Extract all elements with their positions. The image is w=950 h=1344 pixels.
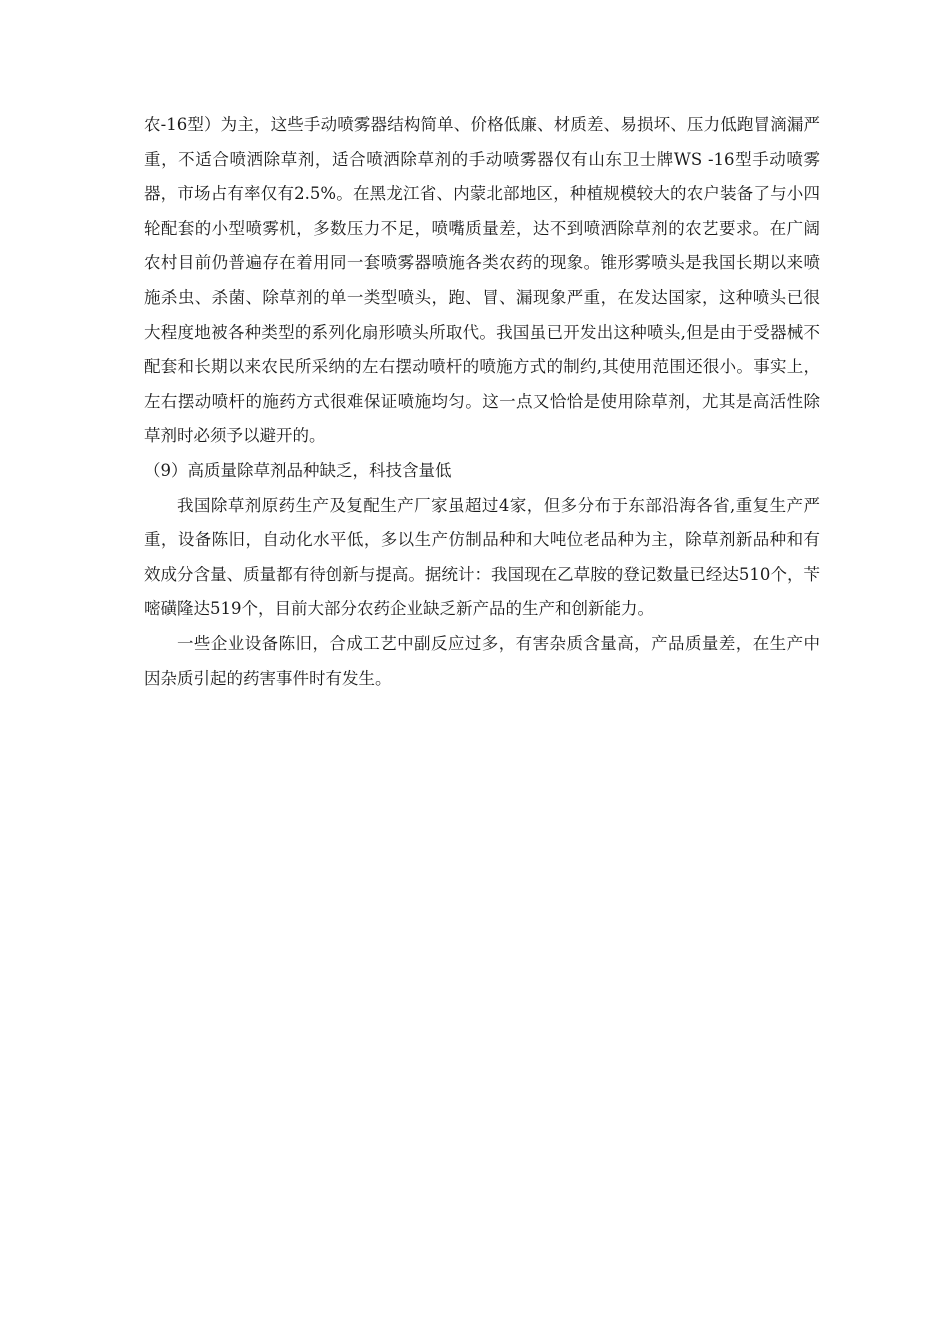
- paragraph-sprayer-issues: 农-16型）为主，这些手动喷雾器结构简单、价格低廉、材质差、易损坏、压力低跑冒滴漏严重，不适合喷洒除草剂，适合喷洒除草剂的手动喷雾器仅有山东卫士牌WS -16型手动喷雾器，市场占有率仅有2.5%。在黑龙江省、内蒙北部地区，种植规模较大的农户装备了与小四轮配套的小型喷雾机，多数压力不足，喷嘴质量差，达不到喷洒除草剂的农艺要求。在广阔农村目前仍普遍存在着用同一套喷雾器喷施各类农药的现象。锥形雾喷头是我国长期以来喷施杀虫、杀菌、除草剂的单一类型喷头，跑、冒、漏现象严重，在发达国家，这种喷头已很大程度地被各种类型的系列化扇形喷头所取代。我国虽已开发出这种喷头,但是由于受器械不配套和长期以来农民所采纳的左右摆动喷杆的喷施方式的制约,其使用范围还很小。事实上，左右摆动喷杆的施药方式很难保证喷施均匀。这一点又恰恰是使用除草剂，尤其是高活性除草剂时必须予以避开的。: [144, 115, 820, 446]
- paragraph-herbicide-production: 我国除草剂原药生产及复配生产厂家虽超过4家，但多分布于东部沿海各省,重复生产严重，设备陈旧，自动化水平低，多以生产仿制品种和大吨位老品种为主，除草剂新品种和有效成分含量、质量都有待创新与提高。据统计：我国现在乙草胺的登记数量已经达510个，苄嘧磺隆达519个，目前大部分农药企业缺乏新产品的生产和创新能力。: [144, 495, 820, 619]
- paragraph-impurity-issues: 一些企业设备陈旧，合成工艺中副反应过多，有害杂质含量高，产品质量差，在生产中因杂质引起的药害事件时有发生。: [144, 633, 820, 688]
- document-body: [144, 108, 820, 696]
- section-heading-9: （9）高质量除草剂品种缺乏，科技含量低: [144, 460, 452, 480]
